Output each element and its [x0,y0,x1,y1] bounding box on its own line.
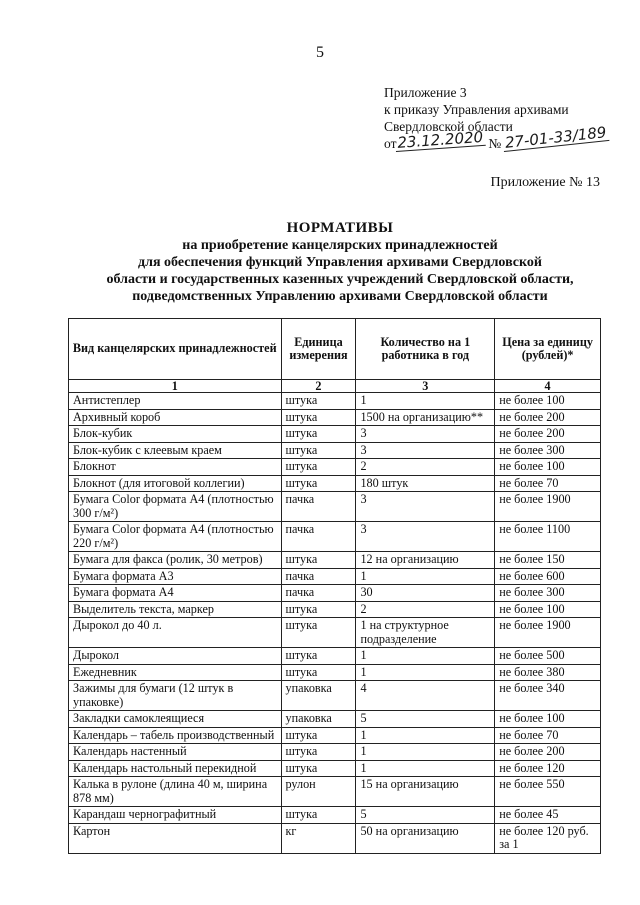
table-row [69,711,601,728]
table-row [69,807,601,824]
table-row [69,568,601,585]
header-unit: Единица измерения [281,319,356,380]
cell-item: Бумага формата А4 [69,585,282,602]
table-row [69,727,601,744]
heading-line: для обеспечения функций Управления архивами Свердловской [138,255,542,270]
table-row [69,601,601,618]
norms-table [68,318,601,854]
cell-quantity: 1 на структурное подразделение [356,618,495,648]
cell-quantity: 3 [356,522,495,552]
cell-item: Карандаш чернографитный [69,807,282,824]
cell-unit: упаковка [281,681,356,711]
cell-price: не более 100 [495,459,601,476]
cell-unit: упаковка [281,711,356,728]
cell-quantity: 1 [356,727,495,744]
table-row [69,409,601,426]
appendix-number: Приложение № 13 [490,175,600,190]
table-row [69,459,601,476]
cell-item: Дырокол [69,648,282,665]
column-number: 1 [69,380,282,393]
cell-unit: штука [281,442,356,459]
cell-price: не более 1900 [495,492,601,522]
handwritten-date: 23.12.2020 [397,127,485,152]
cell-price: не более 1100 [495,522,601,552]
cell-quantity: 1 [356,744,495,761]
cell-quantity: 1 [356,393,495,410]
cell-price: не более 550 [495,777,601,807]
cell-unit: пачка [281,492,356,522]
cell-price: не более 70 [495,475,601,492]
heading-title: НОРМАТИВЫ [286,220,394,236]
cell-quantity: 2 [356,601,495,618]
cell-item: Блок-кубик [69,426,282,443]
table-row [69,393,601,410]
cell-item: Блок-кубик с клеевым краем [69,442,282,459]
cell-quantity: 50 на организацию [356,823,495,853]
heading-line: области и государственных казенных учреждений Свердловской области, [106,272,574,287]
cell-quantity: 2 [356,459,495,476]
cell-item: Выделитель текста, маркер [69,601,282,618]
cell-quantity: 180 штук [356,475,495,492]
cell-price: не более 380 [495,664,601,681]
cell-price: не более 200 [495,426,601,443]
cell-price: не более 120 [495,760,601,777]
cell-unit: штука [281,807,356,824]
table-row [69,760,601,777]
appendix-line: к приказу Управления архивами [384,102,569,117]
table-row [69,648,601,665]
cell-quantity: 30 [356,585,495,602]
column-number: 2 [281,380,356,393]
table-row [69,777,601,807]
cell-unit: пачка [281,568,356,585]
cell-unit: штука [281,552,356,569]
cell-quantity: 3 [356,426,495,443]
cell-price: не более 200 [495,409,601,426]
cell-item: Картон [69,823,282,853]
appendix-line: Свердловской области [384,119,513,134]
cell-price: не более 70 [495,727,601,744]
handwritten-order-number: 27-01-33/189 [504,123,608,152]
cell-price: не более 300 [495,442,601,459]
table-row [69,823,601,853]
cell-price: не более 100 [495,601,601,618]
cell-item: Бумага Color формата А4 (плотностью 220 г/м²) [69,522,282,552]
number-prefix: № [488,136,502,151]
cell-unit: пачка [281,522,356,552]
table-body [69,393,601,854]
cell-item: Календарь настольный перекидной [69,760,282,777]
table-row [69,618,601,648]
cell-item: Закладки самоклеящиеся [69,711,282,728]
cell-item: Блокнот (для итоговой коллегии) [69,475,282,492]
cell-quantity: 4 [356,681,495,711]
cell-price: не более 300 [495,585,601,602]
table-row [69,585,601,602]
header-item-type: Вид канцелярских принадлежностей [69,319,282,380]
cell-item: Антистеплер [69,393,282,410]
cell-unit: штука [281,744,356,761]
cell-item: Архивный короб [69,409,282,426]
cell-price: не более 340 [495,681,601,711]
header-price: Цена за единицу (рублей)* [495,319,601,380]
document-heading [40,220,640,305]
table-row [69,442,601,459]
cell-unit: штука [281,459,356,476]
cell-unit: штука [281,601,356,618]
table-row [69,681,601,711]
cell-quantity: 12 на организацию [356,552,495,569]
cell-quantity: 1 [356,568,495,585]
cell-price: не более 150 [495,552,601,569]
cell-unit: пачка [281,585,356,602]
cell-quantity: 3 [356,492,495,522]
cell-price: не более 100 [495,711,601,728]
table-row [69,492,601,522]
cell-unit: штука [281,409,356,426]
cell-quantity: 5 [356,711,495,728]
cell-unit: штука [281,727,356,744]
cell-unit: штука [281,393,356,410]
table-row [69,664,601,681]
cell-unit: штука [281,426,356,443]
cell-item: Бумага формата А3 [69,568,282,585]
appendix-block [384,84,610,152]
cell-item: Блокнот [69,459,282,476]
cell-item: Бумага Color формата А4 (плотностью 300 г/м²) [69,492,282,522]
cell-quantity: 15 на организацию [356,777,495,807]
cell-price: не более 200 [495,744,601,761]
header-quantity: Количество на 1 работника в год [356,319,495,380]
cell-unit: штука [281,618,356,648]
cell-price: не более 45 [495,807,601,824]
heading-line: подведомственных Управлению архивами Свердловской области [132,289,548,304]
cell-quantity: 5 [356,807,495,824]
cell-price: не более 120 руб. за 1 [495,823,601,853]
cell-price: не более 100 [495,393,601,410]
cell-item: Ежедневник [69,664,282,681]
cell-quantity: 1 [356,648,495,665]
table-row [69,744,601,761]
cell-price: не более 500 [495,648,601,665]
date-prefix: от [384,136,397,151]
cell-item: Бумага для факса (ролик, 30 метров) [69,552,282,569]
column-number-row [69,380,601,393]
cell-quantity: 1 [356,760,495,777]
cell-item: Календарь – табель производственный [69,727,282,744]
cell-unit: кг [281,823,356,853]
heading-line: на приобретение канцелярских принадлежностей [182,238,498,253]
table-row [69,475,601,492]
cell-item: Дырокол до 40 л. [69,618,282,648]
cell-price: не более 600 [495,568,601,585]
cell-item: Калька в рулоне (длина 40 м, ширина 878 мм) [69,777,282,807]
column-number: 3 [356,380,495,393]
cell-quantity: 3 [356,442,495,459]
cell-price: не более 1900 [495,618,601,648]
table-row [69,552,601,569]
cell-unit: штука [281,648,356,665]
cell-item: Календарь настенный [69,744,282,761]
appendix-line: Приложение 3 [384,85,467,100]
column-number: 4 [495,380,601,393]
table-header-row [69,319,601,380]
cell-unit: штука [281,760,356,777]
cell-unit: рулон [281,777,356,807]
cell-item: Зажимы для бумаги (12 штук в упаковке) [69,681,282,711]
page-number: 5 [316,44,324,61]
cell-unit: штука [281,664,356,681]
cell-quantity: 1500 на организацию** [356,409,495,426]
cell-unit: штука [281,475,356,492]
table-row [69,522,601,552]
table-row [69,426,601,443]
cell-quantity: 1 [356,664,495,681]
